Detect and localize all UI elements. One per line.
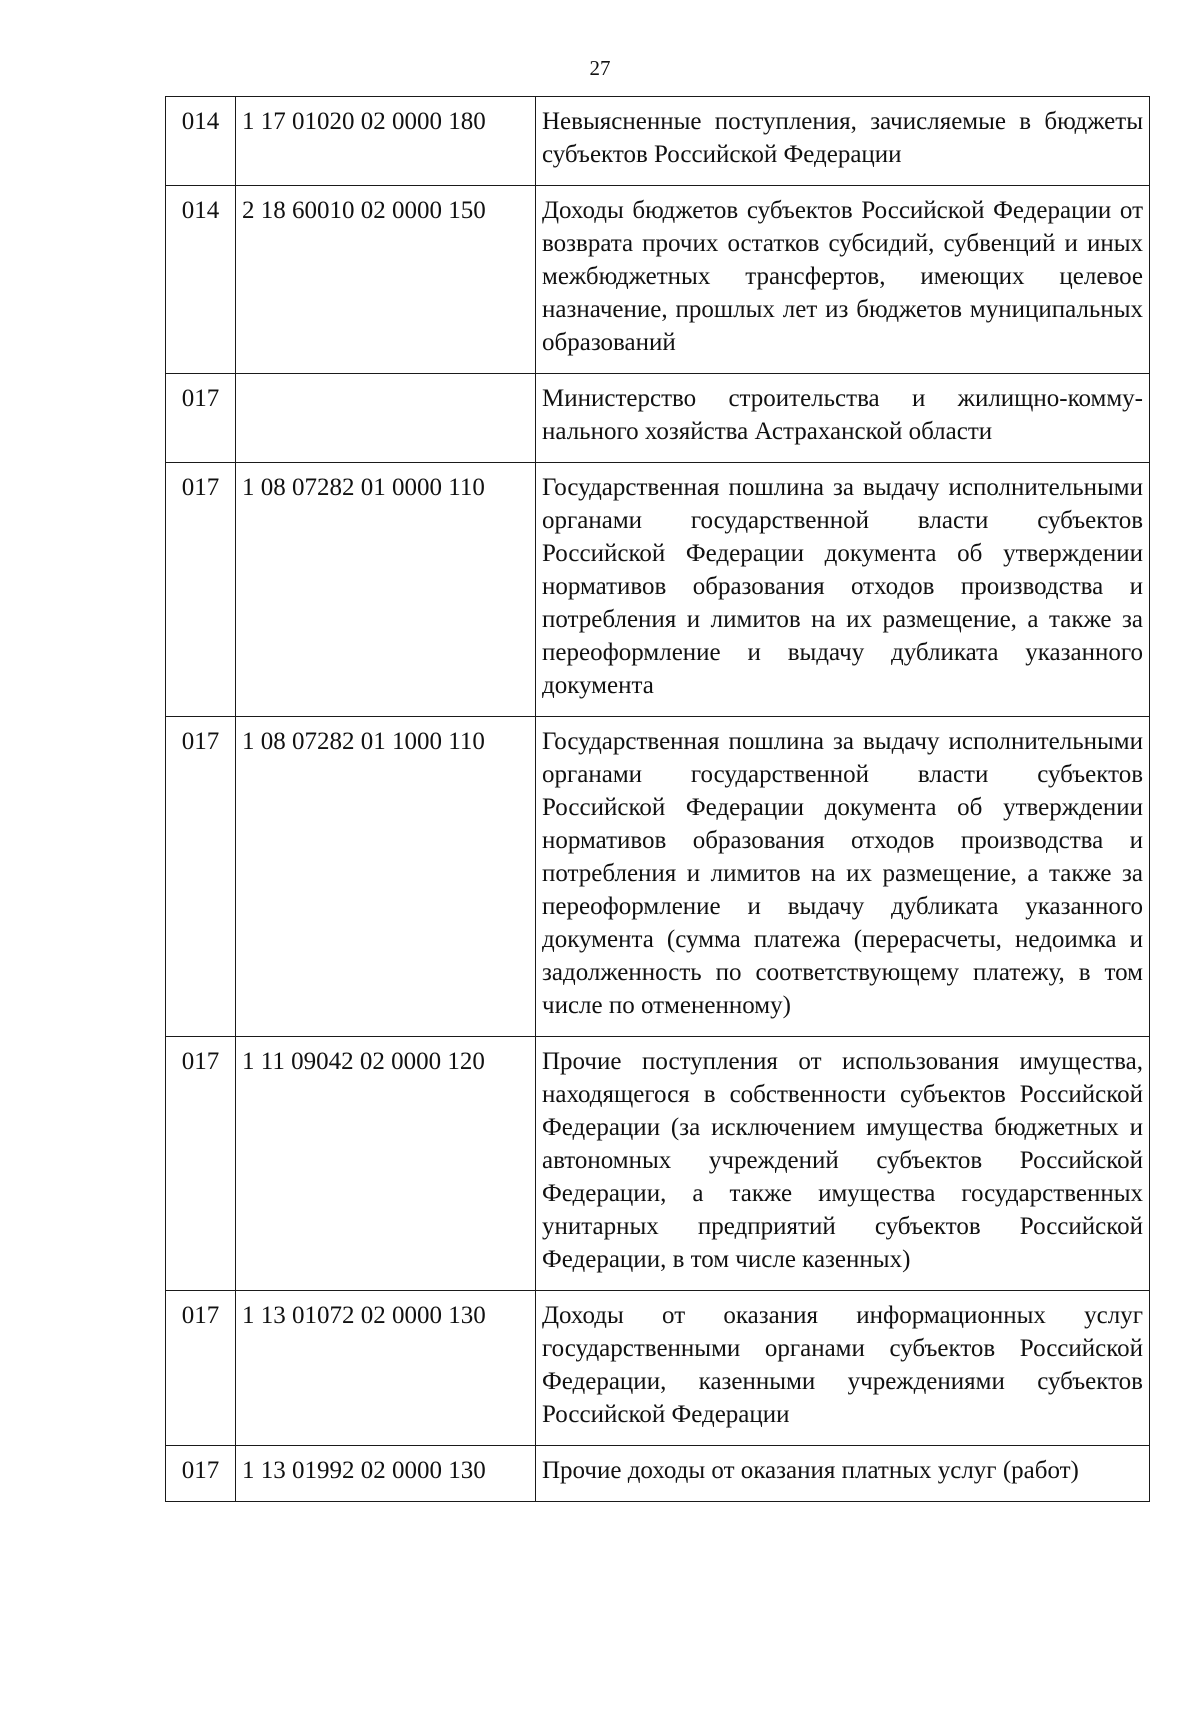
table-row bbox=[166, 463, 1150, 717]
revenue-name-cell: Невыясненные поступления, зачисляемые в бюджеты субъектов Российской Федерации bbox=[536, 97, 1150, 186]
revenue-name-cell: Прочие поступления от использования имущества, находящегося в собственности субъектов Российской Федерации (за исключением имущества бюджетных и автономных учреждений субъектов Российской Федерации, а также имущества государственных унитарных предприятий субъектов Российской Федерации, в том числе казенных) bbox=[536, 1037, 1150, 1291]
table-row bbox=[166, 1037, 1150, 1291]
revenue-name-cell: Доходы от оказания информационных услуг государственными органами субъектов Российской Федерации, казенными учреждениями субъектов Российской Федерации bbox=[536, 1291, 1150, 1446]
administrator-code-cell: 017 bbox=[166, 1037, 236, 1291]
revenue-codes-table bbox=[165, 96, 1150, 1502]
revenue-name-cell: Государственная пошлина за выдачу исполнительными органами государственной власти субъектов Российской Федерации документа об утверждении нормативов образования отходов производства и потребления и лимитов на их размещение, а также за переоформление и выдачу дубликата указанного документа (сумма платежа (перерасчеты, недоимка и задолженность по соответствующему платежу, в том числе по отмененному) bbox=[536, 717, 1150, 1037]
table-row bbox=[166, 186, 1150, 374]
revenue-code-cell: 1 13 01072 02 0000 130 bbox=[236, 1291, 536, 1446]
table-row bbox=[166, 1446, 1150, 1502]
administrator-code-cell: 017 bbox=[166, 463, 236, 717]
table-row bbox=[166, 97, 1150, 186]
revenue-code-cell bbox=[236, 374, 536, 463]
administrator-code-cell: 017 bbox=[166, 374, 236, 463]
administrator-code-cell: 017 bbox=[166, 1291, 236, 1446]
revenue-name-cell: Прочие доходы от оказания платных услуг (работ) bbox=[536, 1446, 1150, 1502]
revenue-code-cell: 1 08 07282 01 1000 110 bbox=[236, 717, 536, 1037]
page-number: 27 bbox=[589, 56, 611, 80]
administrator-code-cell: 017 bbox=[166, 1446, 236, 1502]
administrator-code-cell: 017 bbox=[166, 717, 236, 1037]
administrator-code-cell: 014 bbox=[166, 97, 236, 186]
table-row bbox=[166, 374, 1150, 463]
administrator-code-cell: 014 bbox=[166, 186, 236, 374]
revenue-name-cell: Доходы бюджетов субъектов Российской Федерации от возврата прочих остатков субсидий, субвенций и иных межбюджетных трансфертов, имеющих целевое назначение, прошлых лет из бюджетов муниципальных образований bbox=[536, 186, 1150, 374]
table-row bbox=[166, 717, 1150, 1037]
revenue-code-cell: 1 13 01992 02 0000 130 bbox=[236, 1446, 536, 1502]
revenue-code-cell: 1 08 07282 01 0000 110 bbox=[236, 463, 536, 717]
revenue-code-cell: 2 18 60010 02 0000 150 bbox=[236, 186, 536, 374]
revenue-name-cell: Государственная пошлина за выдачу исполнительными органами государственной власти субъектов Российской Федерации документа об утверждении нормативов образования отходов производства и потребления и лимитов на их размещение, а также за переоформление и выдачу дубликата указанного документа bbox=[536, 463, 1150, 717]
revenue-code-cell: 1 11 09042 02 0000 120 bbox=[236, 1037, 536, 1291]
revenue-name-cell: Министерство строительства и жилищно-коммунального хозяйства Астраханской области bbox=[536, 374, 1150, 463]
table-row bbox=[166, 1291, 1150, 1446]
revenue-code-cell: 1 17 01020 02 0000 180 bbox=[236, 97, 536, 186]
